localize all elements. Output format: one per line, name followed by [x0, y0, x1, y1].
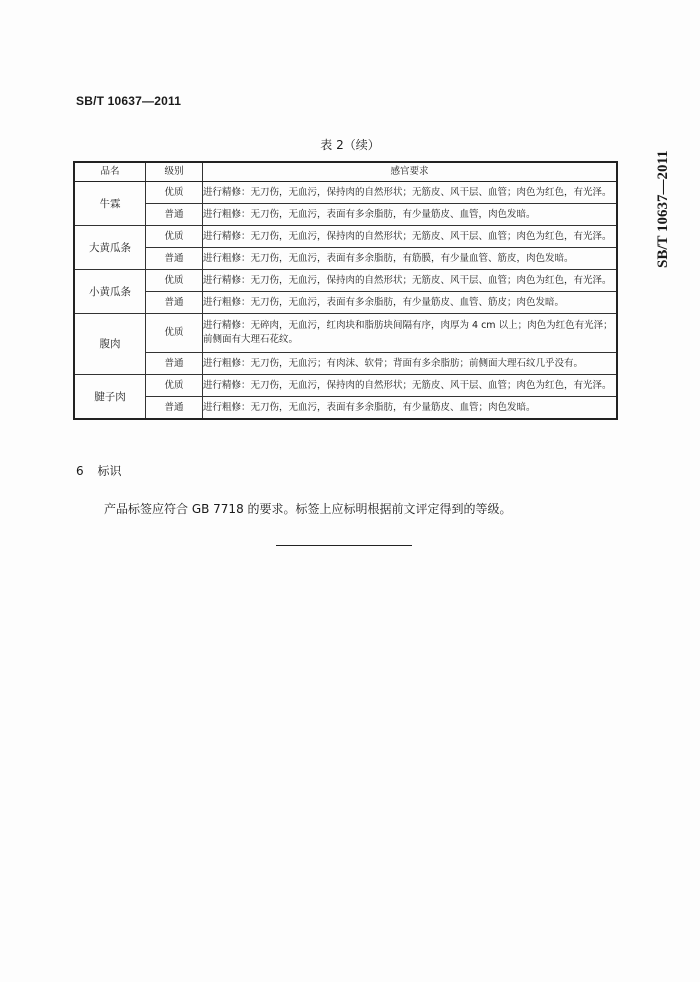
grade-cell: 优质 — [146, 375, 203, 397]
grade-cell: 普通 — [146, 292, 203, 314]
table-row — [74, 204, 617, 226]
section-heading — [76, 462, 121, 479]
product-cell: 腹肉 — [74, 314, 146, 375]
section-title: 标识 — [97, 464, 122, 478]
grade-cell: 优质 — [146, 270, 203, 292]
requirement-cell: 进行粗修：无刀伤，无血污，表面有多余脂肪，有少量筋皮、血管；肉色发暗。 — [203, 397, 618, 420]
table-title: 表 2（续） — [320, 138, 380, 152]
grade-cell: 普通 — [146, 353, 203, 375]
column-header-grade: 级别 — [146, 162, 203, 182]
requirement-cell: 进行精修：无刀伤，无血污，保持肉的自然形状；无筋皮、风干层、血管；肉色为红色，有光泽。 — [203, 182, 618, 204]
column-header-requirement: 感官要求 — [203, 162, 618, 182]
table-row — [74, 226, 617, 248]
table-row — [74, 270, 617, 292]
table-row — [74, 375, 617, 397]
section-number: 6 — [76, 464, 84, 478]
grade-cell: 普通 — [146, 397, 203, 420]
table-row — [74, 314, 617, 353]
requirement-cell: 进行精修：无刀伤，无血污，保持肉的自然形状；无筋皮、风干层、血管；肉色为红色，有光泽。 — [203, 226, 618, 248]
standard-code-header: SB/T 10637—2011 — [76, 94, 182, 108]
grade-cell: 普通 — [146, 204, 203, 226]
requirement-cell: 进行粗修：无刀伤，无血污，表面有多余脂肪，有筋膜，有少量血管、筋皮，肉色发暗。 — [203, 248, 618, 270]
standard-code-side: SB/T 10637—2011 — [655, 150, 671, 268]
product-cell: 大黄瓜条 — [74, 226, 146, 270]
requirement-cell: 进行粗修：无刀伤，无血污，表面有多余脂肪，有少量筋皮、血管，肉色发暗。 — [203, 204, 618, 226]
requirement-cell: 进行精修：无刀伤，无血污，保持肉的自然形状；无筋皮、风干层、血管；肉色为红色，有光泽。 — [203, 375, 618, 397]
grade-cell: 优质 — [146, 182, 203, 204]
grade-cell: 优质 — [146, 226, 203, 248]
table-row — [74, 353, 617, 375]
end-of-document-rule — [276, 545, 412, 546]
grade-cell: 普通 — [146, 248, 203, 270]
table-row — [74, 248, 617, 270]
section-paragraph: 产品标签应符合 GB 7718 的要求。标签上应标明根据前文评定得到的等级。 — [104, 502, 512, 516]
requirement-cell: 进行粗修：无刀伤，无血污；有肉沫、软骨；背面有多余脂肪；前侧面大理石纹几乎没有。 — [203, 353, 618, 375]
table-row — [74, 182, 617, 204]
table-header-row — [74, 162, 617, 182]
table-row — [74, 397, 617, 420]
requirement-cell: 进行精修：无刀伤，无血污，保持肉的自然形状；无筋皮、风干层、血管；肉色为红色，有光泽。 — [203, 270, 618, 292]
product-cell: 小黄瓜条 — [74, 270, 146, 314]
sensory-requirements-table — [73, 161, 618, 420]
table-row — [74, 292, 617, 314]
product-cell: 腱子肉 — [74, 375, 146, 420]
requirement-cell: 进行精修：无碎肉，无血污，红肉块和脂肪块间隔有序，肉厚为 4 cm 以上；肉色为红色有光泽；前侧面有大理石花纹。 — [203, 314, 618, 353]
column-header-product: 品名 — [74, 162, 146, 182]
product-cell: 牛霖 — [74, 182, 146, 226]
grade-cell: 优质 — [146, 314, 203, 353]
requirement-cell: 进行粗修：无刀伤，无血污，表面有多余脂肪，有少量筋皮、血管、筋皮；肉色发暗。 — [203, 292, 618, 314]
